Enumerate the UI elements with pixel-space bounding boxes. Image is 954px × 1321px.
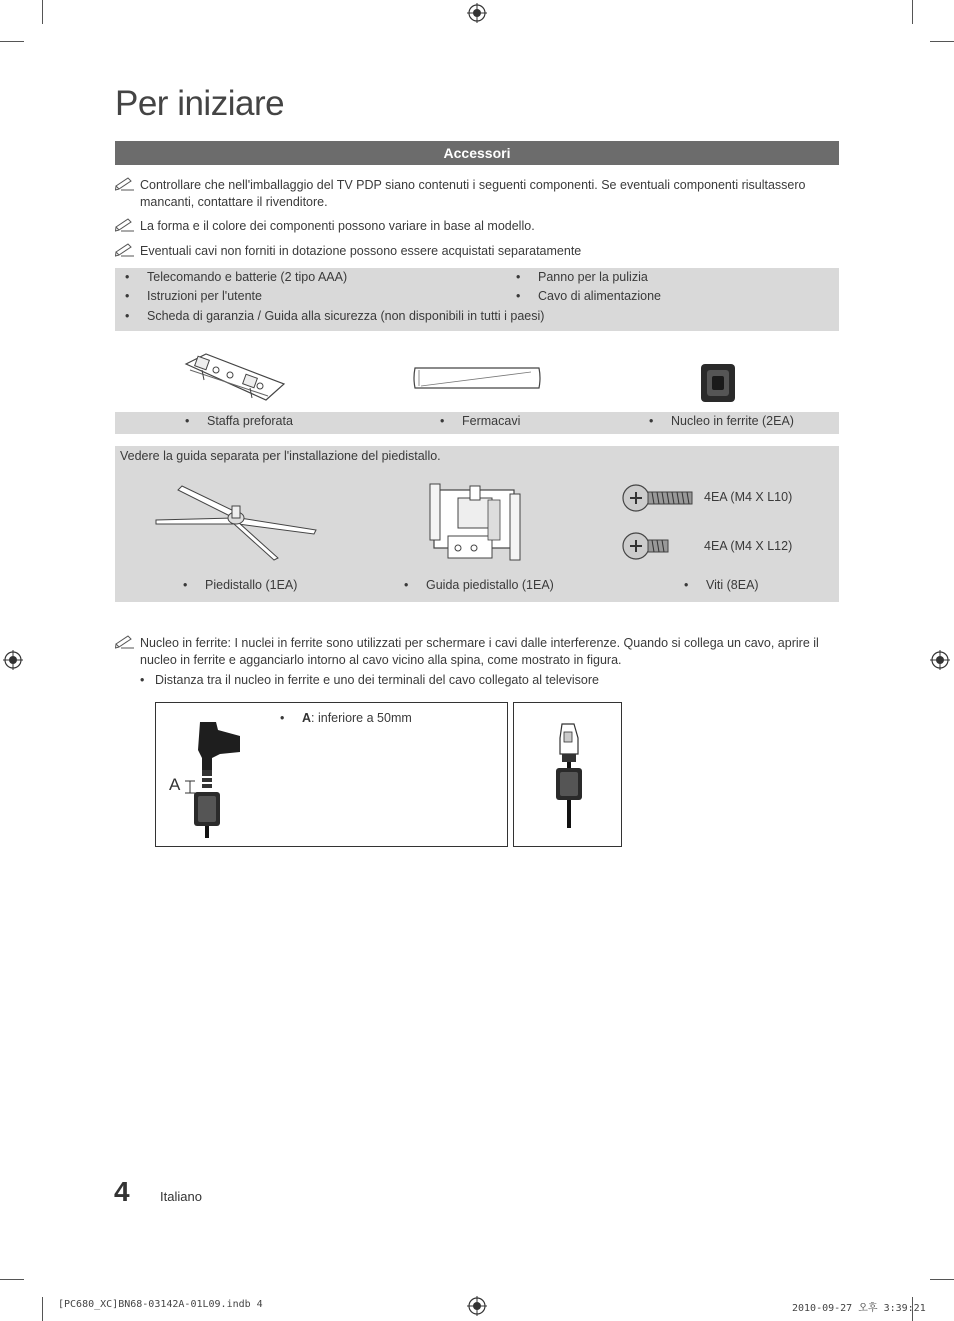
crop-mark bbox=[42, 1297, 43, 1321]
caption-wall-bracket: • Staffa preforata bbox=[185, 414, 293, 428]
note-cables bbox=[115, 243, 839, 260]
crop-mark bbox=[930, 1279, 954, 1280]
crop-mark bbox=[0, 1279, 24, 1280]
pencil-note-icon bbox=[115, 175, 135, 191]
power-plug-with-ferrite-illustration bbox=[190, 720, 246, 838]
network-cable-with-ferrite-illustration bbox=[552, 720, 588, 830]
page-title: Per iniziare bbox=[115, 84, 285, 123]
ferrite-core-illustration bbox=[699, 362, 737, 404]
wall-bracket-illustration bbox=[182, 350, 288, 404]
note-contents-check bbox=[115, 177, 839, 211]
screw-l12-icon bbox=[622, 528, 672, 564]
stand-guide-illustration bbox=[428, 480, 524, 564]
ferrite-sub-bullet: • Distanza tra il nucleo in ferrite e uno dei terminali del cavo collegato al televisore bbox=[140, 673, 599, 687]
pencil-note-icon bbox=[115, 216, 135, 232]
note-ferrite bbox=[115, 635, 839, 669]
crop-mark bbox=[42, 0, 43, 24]
list-item: • Telecomando e batterie (2 tipo AAA) bbox=[125, 270, 348, 284]
crop-mark bbox=[912, 0, 913, 24]
print-slug-date: 2010-09-27 오후 3:39:21 bbox=[792, 1303, 926, 1314]
page-number: 4 bbox=[114, 1176, 130, 1207]
note-shape-color bbox=[115, 218, 839, 235]
dimension-marker bbox=[183, 779, 197, 795]
cable-tie-illustration bbox=[411, 364, 543, 392]
caption-ferrite-core: • Nucleo in ferrite (2EA) bbox=[649, 414, 794, 428]
label-a-description: • A: inferiore a 50mm bbox=[280, 711, 412, 725]
caption-stand-guide: • Guida piedistallo (1EA) bbox=[404, 578, 554, 592]
caption-stand: • Piedistallo (1EA) bbox=[183, 578, 298, 592]
note-text: La forma e il colore dei componenti possono variare in base al modello. bbox=[140, 219, 535, 233]
screw-label-l12: 4EA (M4 X L12) bbox=[704, 539, 793, 553]
caption-screws: • Viti (8EA) bbox=[684, 578, 759, 592]
footer-language: Italiano bbox=[160, 1189, 202, 1204]
registration-mark-icon bbox=[3, 650, 23, 670]
pencil-note-icon bbox=[115, 633, 135, 649]
stand-intro: Vedere la guida separata per l'installazione del piedistallo. bbox=[120, 449, 441, 463]
screw-label-l10: 4EA (M4 X L10) bbox=[704, 490, 793, 504]
crop-mark bbox=[0, 41, 24, 42]
list-item: • Cavo di alimentazione bbox=[516, 289, 661, 303]
note-text: Controllare che nell'imballaggio del TV PDP siano contenuti i seguenti componenti. Se eventuali componenti risultassero mancanti, contattare il rivenditore. bbox=[140, 178, 806, 209]
registration-mark-icon bbox=[930, 650, 950, 670]
pencil-note-icon bbox=[115, 241, 135, 257]
note-text: Nucleo in ferrite: I nuclei in ferrite sono utilizzati per schermare i cavi dalle interferenze. Quando si collega un cavo, aprire il nucleo in ferrite e agganciarlo intorno al cavo vicino alla spina, come mostrato in figura. bbox=[140, 636, 819, 667]
stand-illustration bbox=[154, 482, 320, 564]
section-header: Accessori bbox=[115, 141, 839, 165]
screw-l10-icon bbox=[622, 480, 696, 516]
crop-mark bbox=[930, 41, 954, 42]
list-item: • Istruzioni per l'utente bbox=[125, 289, 262, 303]
caption-cable-tie: • Fermacavi bbox=[440, 414, 521, 428]
registration-mark-icon bbox=[467, 1296, 487, 1316]
diagram-letter-a: A bbox=[169, 775, 181, 794]
registration-mark-icon bbox=[467, 3, 487, 23]
list-item: • Scheda di garanzia / Guida alla sicurezza (non disponibili in tutti i paesi) bbox=[125, 309, 545, 323]
note-text: Eventuali cavi non forniti in dotazione possono essere acquistati separatamente bbox=[140, 244, 582, 258]
print-slug-file: [PC680_XC]BN68-03142A-01L09.indb 4 bbox=[58, 1299, 263, 1310]
list-item: • Panno per la pulizia bbox=[516, 270, 648, 284]
